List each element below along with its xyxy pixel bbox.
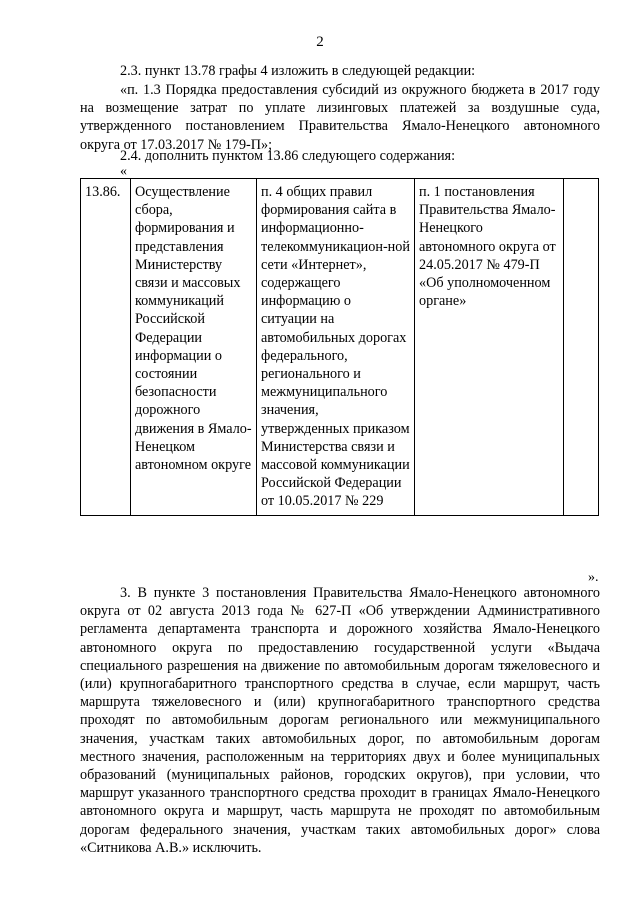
table-cell-empty [564, 179, 599, 516]
page-number: 2 [316, 34, 324, 50]
table-row [81, 179, 599, 516]
paragraph-3: 3. В пункте 3 постановления Правительства Ямало-Ненецкого автономного округа от 02 августа 2013 года № 627-П «Об утверждении Административного регламента департамента транспорта и дорожного хозяйства Ямало-Ненецкого автономного округа по предоставлению государственной услуги «Выдача специального разрешения на движение по автомобильным дорогам тяжеловесного и (или) крупногабаритного транспортного средства в случае, если маршрут, часть маршрута тяжеловесного и (или) крупногабаритного транспортного средства проходят по автомобильным дорогам регионального или межмуниципального значения, участкам таких автомобильных дорог, по автомобильным дорогам местного значения, расположенным на территориях двух и более муниципальных образований (муниципальных районов, городских округов), при условии, что маршрут указанного транспортного средства проходит в границах Ямало-Ненецкого автономного округа и маршрут, часть маршрута не проходят по автомобильным дорогам федерального значения, участкам таких автомобильных дорог» слова «Ситникова А.В.» исключить. [80, 585, 600, 856]
table-cell-legal-basis: п. 4 общих правил формирования сайта в информационно-телекоммуникацион-ной сети «Интернет», содержащего информацию о ситуации на автомобильных дорогах федерального, регионального и межмуниципального значения, утвержденных приказом Министерства связи и массовой коммуникации Российской Федерации от 10.05.2017 № 229 [257, 179, 415, 516]
paragraph-2-3-quote: «п. 1.3 Порядка предоставления субсидий из окружного бюджета в 2017 году на возмещение затрат по уплате лизинговых платежей за воздушные суда, утвержденного постановлением Правительства Ямало-Ненецкого автономного округа от 17.03.2017 № 179-П»; [80, 82, 600, 153]
paragraph-2-3: 2.3. пункт 13.78 графы 4 изложить в следующей редакции: [120, 63, 476, 79]
table-cell-number: 13.86. [81, 179, 131, 516]
paragraph-2-4: 2.4. дополнить пунктом 13.86 следующего содержания: [120, 148, 456, 164]
table-cell-regulation: п. 1 постановления Правительства Ямало-Ненецкого автономного округа от 24.05.2017 № 479-П «Об уполномоченном органе» [415, 179, 564, 516]
quote-open-mark: « [120, 164, 127, 179]
table-cell-description: Осуществление сбора, формирования и представления Министерству связи и массовых коммуникаций Российской Федерации информации о состоянии безопасности дорожного движения в Ямало-Ненецком автономном округе [131, 179, 257, 516]
quote-close-mark: ». [588, 570, 599, 585]
item-table [80, 178, 599, 516]
